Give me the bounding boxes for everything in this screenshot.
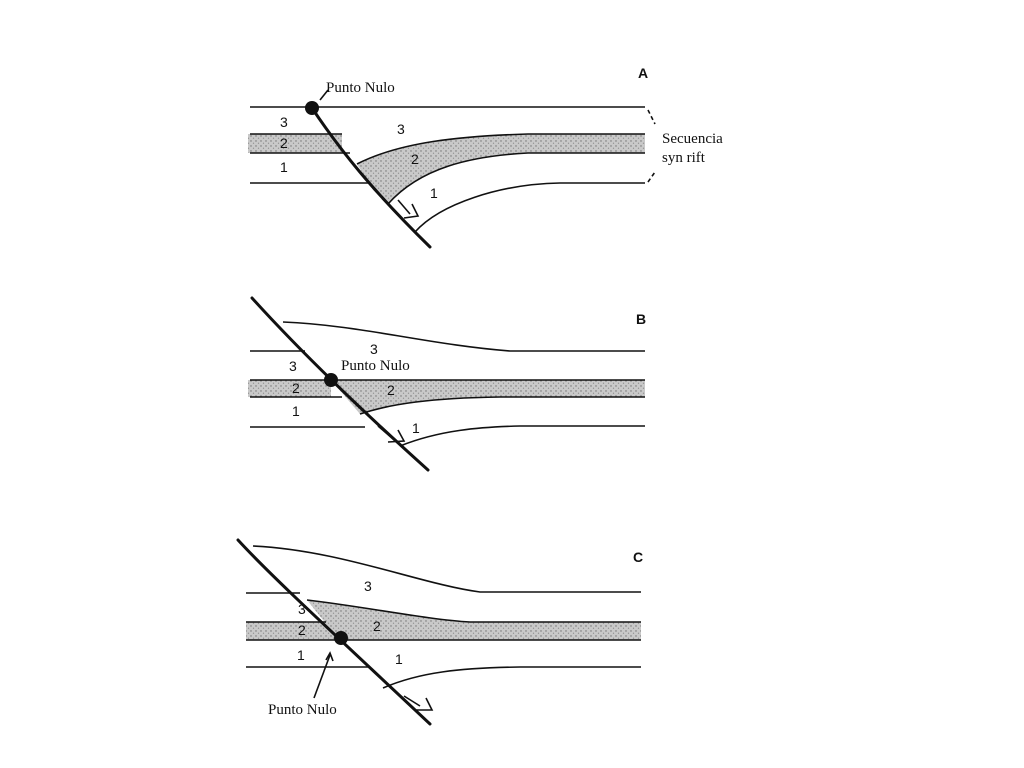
panel-c-hw-line-4	[383, 667, 641, 688]
panel-a-left-label-2: 2	[280, 135, 288, 151]
panel-c-left-label-1: 1	[297, 647, 305, 663]
panel-a-footwall-layer-2	[248, 134, 342, 153]
panel-a-slip-arrow	[398, 200, 418, 218]
panel-a-bracket	[648, 110, 655, 182]
panel-c-right-label-1: 1	[395, 651, 403, 667]
panel-a-left-label-3: 3	[280, 114, 288, 130]
panel-a-hangingwall-layer-2	[357, 134, 645, 204]
panel-c-left-label-2: 2	[298, 622, 306, 638]
panel-b-right-label-1: 1	[412, 420, 420, 436]
panel-b-slip-arrow	[378, 426, 404, 442]
panel-c-null-point	[334, 631, 348, 645]
panel-b-top-surface	[283, 322, 645, 351]
panel-c-hangingwall-layer-2	[307, 600, 641, 640]
panel-c-left-label-3: 3	[298, 601, 306, 617]
panel-b-right-label-2: 2	[387, 382, 395, 398]
panel-a-hw-line-3	[415, 183, 645, 232]
panel-c	[238, 540, 643, 724]
panel-c-letter: C	[633, 549, 644, 565]
panel-a-letter: A	[638, 65, 649, 81]
panel-a-right-label-3: 3	[397, 121, 405, 137]
panel-a-null-point-label: Punto Nulo	[326, 80, 395, 96]
panel-a	[248, 65, 723, 247]
panel-a-side-label-line2: syn rift	[662, 150, 705, 166]
panel-b-left-label-3: 3	[289, 358, 297, 374]
panel-a-left-label-1: 1	[280, 159, 288, 175]
panel-b-letter: B	[636, 311, 647, 327]
panel-c-null-point-label: Punto Nulo	[268, 702, 337, 718]
panel-a-side-label-line1: Secuencia	[662, 131, 723, 147]
panel-a-right-label-1: 1	[430, 185, 438, 201]
panel-b-left-label-2: 2	[292, 380, 300, 396]
panel-b	[248, 298, 646, 470]
panel-c-right-label-2: 2	[373, 618, 381, 634]
panel-a-right-label-2: 2	[411, 151, 419, 167]
panel-b-right-label-3: 3	[370, 341, 378, 357]
panel-b-footwall-layer-2	[248, 380, 331, 397]
panel-b-null-point-label: Punto Nulo	[341, 358, 410, 374]
panel-b-left-label-1: 1	[292, 403, 300, 419]
panel-a-null-point	[305, 101, 319, 115]
panel-c-top-surface	[253, 546, 644, 592]
panel-c-right-label-3: 3	[364, 578, 372, 594]
panel-c-null-pointer	[314, 655, 330, 698]
panel-b-null-point	[324, 373, 338, 387]
panel-b-hw-line-3	[400, 426, 645, 446]
